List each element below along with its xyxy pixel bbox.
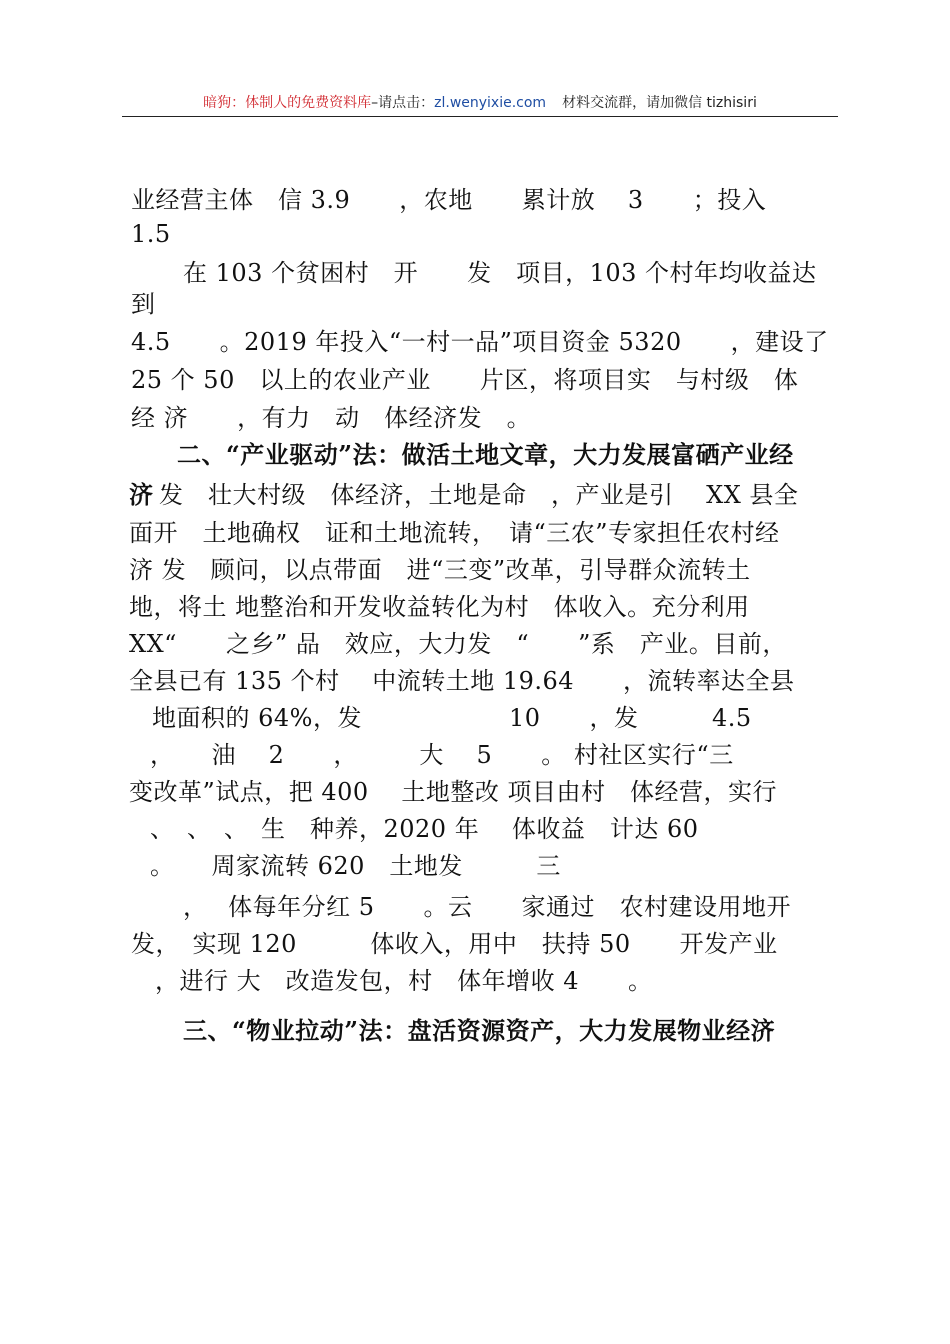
text-line: 发 壮大村级 体经济，土地是命 ，产业是引 XX 县全 bbox=[159, 481, 799, 509]
text-line: 地面积的 64%，发 10 ，发 4.5 bbox=[152, 704, 752, 732]
header-click-prompt: –请点击： bbox=[371, 95, 435, 111]
text-line: 全县已有 135 个村 中流转土地 19.64 ，流转率达全县 bbox=[129, 667, 795, 695]
text-line: 到 bbox=[131, 290, 156, 318]
text-line: XX“ 之乡” 品 效应，大力发 “ ”系 产业。目前， bbox=[129, 630, 787, 658]
header-site-name: 暗狗：体制人的免费资料库 bbox=[203, 95, 372, 111]
text-line: ，进行 大 改造发包，村 体年增收 4 。 bbox=[155, 967, 653, 995]
text-line: 1.5 bbox=[131, 220, 171, 248]
section-heading-continued: 济 bbox=[129, 480, 154, 509]
text-line: ， 体每年分红 5 。云 家通过 农村建设用地开 bbox=[183, 893, 792, 921]
header-line bbox=[122, 92, 838, 112]
header-wechat-note: 材料交流群，请加微信 tizhisiri bbox=[562, 95, 757, 111]
text-line: ， 油 2 ， 大 5 。 村社区实行“三 bbox=[150, 741, 734, 769]
text-line: 在 103 个贫困村 开 发 项目，103 个村年均收益达 bbox=[183, 259, 817, 287]
section-heading: 二、“产业驱动”法：做活土地文章，大力发展富硒产业经 bbox=[177, 440, 794, 469]
text-line: 变改革”试点，把 400 土地整改 项目由村 体经营，实行 bbox=[129, 778, 777, 806]
text-line: 、 、 、 生 种养，2020 年 体收益 计达 60 bbox=[150, 815, 699, 843]
text-line: 经 济 ，有力 动 体经济发 。 bbox=[131, 404, 532, 432]
text-line: 面开 土地确权 证和土地流转， 请“三农”专家担任农村经 bbox=[129, 519, 780, 547]
text-line: 25 个 50 以上的农业产业 片区，将项目实 与村级 体 bbox=[131, 366, 799, 394]
header-link[interactable]: zl.wenyixie.com bbox=[434, 95, 547, 111]
text-line: 地，将土 地整治和开发收益转化为村 体收入。充分利用 bbox=[129, 593, 750, 621]
text-line: 发， 实现 120 体收入，用中 扶持 50 开发产业 bbox=[131, 930, 778, 958]
text-line: 业经营主体 信 3.9 ，农地 累计放 3 ；投入 bbox=[131, 186, 767, 214]
section-heading: 三、“物业拉动”法：盘活资源资产，大力发展物业经济 bbox=[183, 1016, 776, 1045]
page-header bbox=[122, 86, 838, 117]
text-line: 。 周家流转 620 土地发 三 bbox=[150, 852, 561, 880]
text-line: 4.5 。2019 年投入“一村一品”项目资金 5320 ，建设了 bbox=[131, 328, 829, 356]
text-line: 济 发 顾问，以点带面 进“三变”改革，引导群众流转土 bbox=[129, 556, 751, 584]
